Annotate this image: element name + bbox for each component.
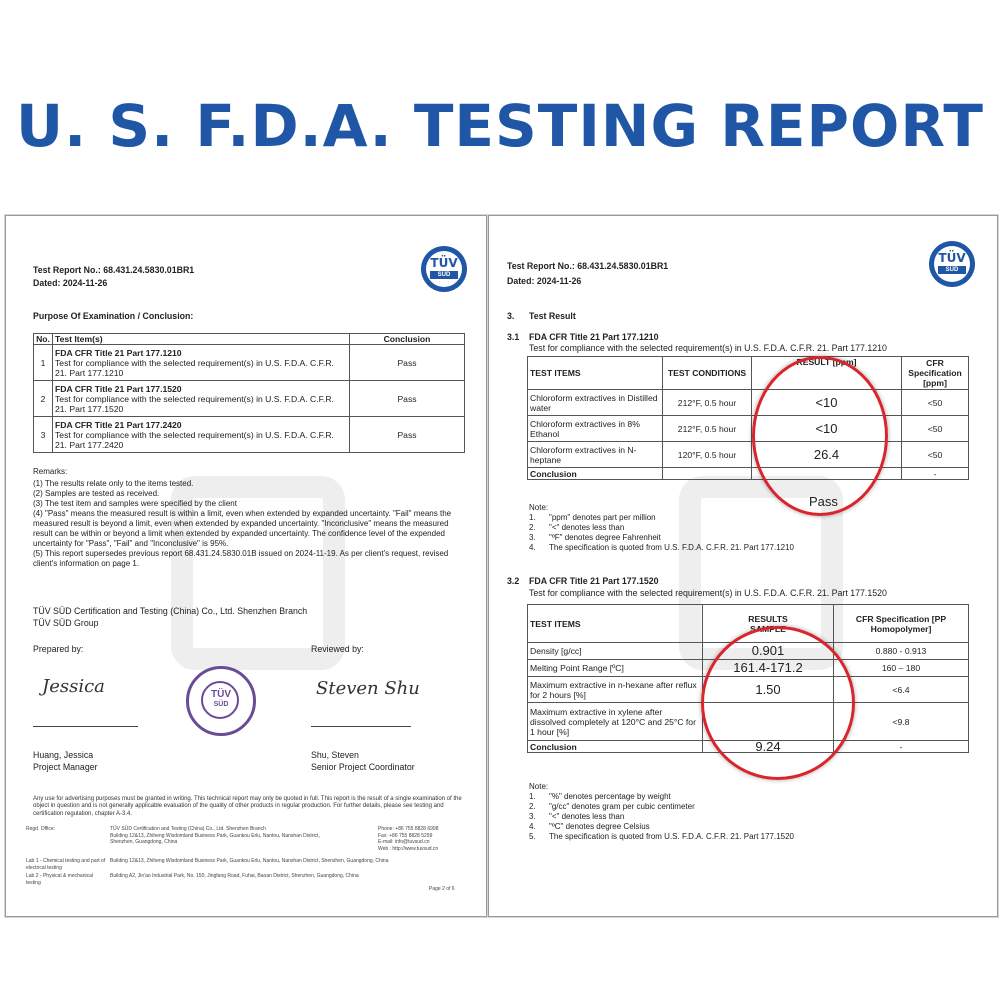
disclaimer: Any use for advertising purposes must be granted in writing. This technical report may only be quoted in full. This report is the result of a single examination of the object in question and is not generally applicable evaluation of the quality of other products in regular production. For further details, please see testing and certification regulation, chapter A-3.4. (33, 796, 462, 817)
report-page-2 (488, 215, 998, 917)
table-row: Maximum extractive in xylene after dissolved completely at 120°C and 25°C for 1 hour [%] <9.8 (528, 703, 969, 741)
prepared-by-label: Prepared by: (33, 644, 84, 654)
s32-description: Test for compliance with the selected requirement(s) in U.S. F.D.A. C.F.R. 21. Part 177.1520 (529, 588, 887, 598)
notes-1: Note: 1. "ppm" denotes part per million 2. "<" denotes less than 3. "ºF" denotes degree Fahrenheit 4. The specification is quoted from U.S. F.D.A. C.F.R. 21. Part 177.1210 (529, 503, 795, 552)
footer-lab1-label: Lab 1 - Chemical testing and part of electrical testing (26, 858, 106, 871)
section-number: 3. (507, 311, 515, 321)
company-seal: TÜV SÜD (186, 666, 256, 736)
company-name: TÜV SÜD Certification and Testing (China) Co., Ltd. Shenzhen Branch (33, 606, 308, 616)
col-test-item: Test Item(s) (53, 334, 350, 345)
results-table-2: TEST ITEMS RESULTS SAMPLE CFR Specification [PP Homopolymer] Density [g/cc] 0.901 0.880 - 0.913 Melting Point Range [ºC] 161.4-171.2 160 – 180 Maximum extractive in n-hexane after reflux for 2 hours [%] 1.50 <6.4 Maximum extractive in xylene after dissolved completely at 120°C and 25°C for 1 hour [%] <9.8 Conclusion 9.24 - (527, 604, 969, 753)
signature-right: Steven Shu (316, 678, 420, 699)
table-row: Melting Point Range [ºC] 161.4-171.2 160 – 180 (528, 660, 969, 677)
s31-description: Test for compliance with the selected requirement(s) in U.S. F.D.A. C.F.R. 21. Part 177.1210 (529, 343, 887, 353)
table-row: Chloroform extractives in Distilled water 212°F, 0.5 hour <10 <50 (528, 390, 969, 416)
report-date: Dated: 2024-11-26 (507, 276, 582, 286)
table-row: Chloroform extractives in N-heptane 120°F, 0.5 hour 26.4 <50 (528, 442, 969, 468)
section-title: Test Result (529, 311, 576, 321)
tuv-logo: TÜV SÜD (421, 246, 467, 292)
reviewer-role: Senior Project Coordinator (311, 762, 415, 772)
footer-regd-label: Regd. Office: (26, 826, 56, 832)
report-number: Test Report No.: 68.431.24.5830.01BR1 (507, 261, 669, 271)
conclusion-pass: Pass (809, 494, 838, 509)
remarks: Remarks: (1) The results relate only to the items tested. (2) Samples are tested as received. (3) The test item and samples were specified by the client (4) "Pass" means the measured result is within a limit, even when extended by expanded uncertainty. "Fail" means the measured result is beyond a limit, even when extended by expanded uncertainty. "Inconclusive" means the measured result can be within or beyond a limit when extended by expanded uncertainty. The confidence level of the expended uncertainty for "Pass", "Fail" and "Inconclusive" is 95%. (5) This report supersedes previous report 68.431.24.5830.01B issued on 2024-11-19. As per client's request, revised client's information on page 1. (33, 467, 452, 568)
purpose-heading: Purpose Of Examination / Conclusion: (33, 311, 194, 321)
table-row: 3 FDA CFR Title 21 Part 177.2420 Test for compliance with the selected requirement(s) in U.S. F.D.A. C.F.R. 21. Part 177.2420 Pass (34, 417, 465, 453)
table-row: 2 FDA CFR Title 21 Part 177.1520 Test for compliance with the selected requirement(s) in U.S. F.D.A. C.F.R. 21. Part 177.1520 Pass (34, 381, 465, 417)
footer-contact: Phone: +86 755 8828 6998 Fax: +86 755 8828 5299 E-mail: info@tuvsud.cn Web : http://www.tuvsud.cn (378, 826, 439, 852)
table-row: 1 FDA CFR Title 21 Part 177.1210 Test for compliance with the selected requirement(s) in U.S. F.D.A. C.F.R. 21. Part 177.1210 Pass (34, 345, 465, 381)
preparer-role: Project Manager (33, 762, 98, 772)
results-table-1: TEST ITEMS TEST CONDITIONS RESULT [ppm] CFR Specification [ppm] Chloroform extractives in Distilled water 212°F, 0.5 hour <10 <50 Chloroform extractives in 8% Ethanol 212°F, 0.5 hour <10 <50 Chloroform extractives in N-heptane 120°F, 0.5 hour 26.4 <50 Conclusion - (527, 356, 969, 480)
report-page-1 (5, 215, 487, 917)
footer-lab1-address: Building 12&13, Zhiheng Wisdomland Business Park, Guankou Erlu, Nantou, Nanshan District, Shenzhen, Guangdong, China (110, 858, 389, 864)
s31-title: FDA CFR Title 21 Part 177.1210 (529, 332, 659, 342)
banner-title: U. S. F.D.A. TESTING REPORT (16, 92, 984, 160)
conclusion-table (33, 333, 465, 453)
report-number: Test Report No.: 68.431.24.5830.01BR1 (33, 265, 195, 275)
s31-number: 3.1 (507, 332, 520, 342)
preparer-name: Huang, Jessica (33, 750, 94, 760)
table-row: Maximum extractive in n-hexane after reflux for 2 hours [%] 1.50 <6.4 (528, 677, 969, 703)
s32-number: 3.2 (507, 576, 520, 586)
col-conclusion: Conclusion (350, 334, 465, 345)
signature-line-left (33, 726, 138, 727)
table-row: Conclusion 9.24 - (528, 741, 969, 753)
company-group: TÜV SÜD Group (33, 618, 99, 628)
table-row: Chloroform extractives in 8% Ethanol 212°F, 0.5 hour <10 <50 (528, 416, 969, 442)
highlight-circle-2 (701, 626, 855, 780)
reviewer-name: Shu, Steven (311, 750, 359, 760)
banner (0, 0, 1000, 210)
table-row: Conclusion - (528, 468, 969, 480)
highlight-circle-1 (752, 356, 888, 516)
tuv-logo: TÜV SÜD (929, 241, 975, 287)
page-number: Page 2 of 6 (429, 886, 455, 892)
signature-line-right (311, 726, 411, 727)
s32-title: FDA CFR Title 21 Part 177.1520 (529, 576, 659, 586)
col-no: No. (34, 334, 53, 345)
reviewed-by-label: Reviewed by: (311, 644, 364, 654)
footer-lab2-label: Lab 2 - Physical & mechanical testing (26, 873, 93, 886)
notes-2: Note: 1. "%" denotes percentage by weight 2. "g/cc" denotes gram per cubic centimeter 3. "<" denotes less than 4. "ºC" denotes degree Celsius 5. The specification is quoted from U.S. F.D.A. C.F.R. 21. Part 177.1520 (529, 782, 795, 841)
report-date: Dated: 2024-11-26 (33, 278, 108, 288)
footer-lab2-address: Building A2, Jin'ao Industrial Park, No. 150, Jingfang Road, Fuhai, Baoan District, Shenzhen, Guangdong, China (110, 873, 359, 879)
table-row: Density [g/cc] 0.901 0.880 - 0.913 (528, 643, 969, 660)
signature-left: Jessica (42, 676, 105, 697)
footer-regd: TÜV SÜD Certification and Testing (China) Co., Ltd. Shenzhen Branch Building 12&13, Zhiheng Wisdomland Business Park, Guankou Erlu, Nantou, Nanshan District, Shenzhen, Guangdong, China (110, 826, 320, 846)
